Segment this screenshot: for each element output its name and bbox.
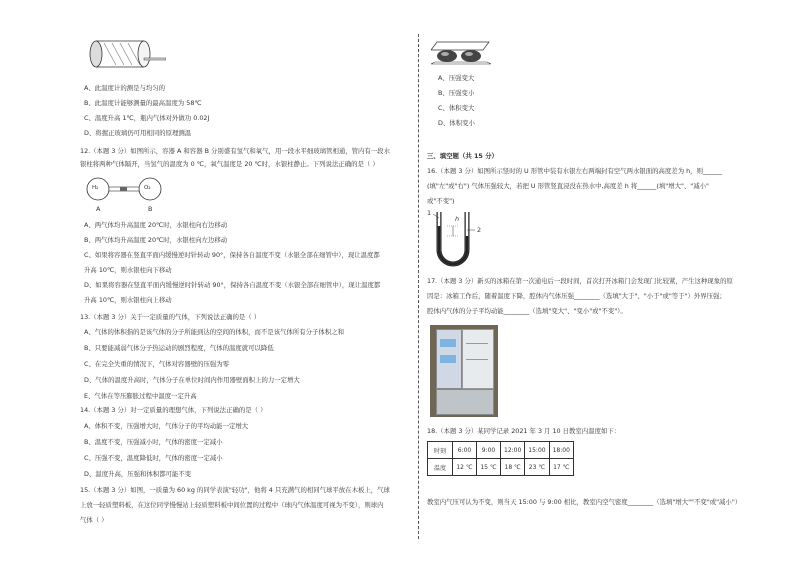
- section-fill-in-heading: 三、填空题（共 15 分）: [427, 152, 498, 160]
- q12-option-a: A、两气体均升高温度 20℃时，水银柱向右边移动: [84, 221, 228, 229]
- table-cell: 时刻: [428, 442, 453, 459]
- thermometer-bottle-figure: [86, 38, 166, 72]
- u-tube-label-1: 1: [427, 209, 432, 217]
- table-cell: 15 ℃: [477, 459, 501, 476]
- q12-option-c: C、如果将容器在竖直平面内缓慢逆时针转动 90°，保持各自温度不变（水银全部在细管中），现让温度都: [84, 251, 380, 259]
- q12-option-c-cont: 升高 10℃，则水银柱向下移动: [84, 266, 172, 274]
- temperature-table: [427, 441, 574, 476]
- q13-option-a: A、气体的体积指的是该气体的分子所能到达的空间的体积，而不是该气体所有分子体积之和: [84, 328, 344, 336]
- container-b-label: B: [148, 205, 153, 213]
- refrigerator-photo: [430, 325, 498, 417]
- q14-option-b: B、温度不变，压强减小时，气体的密度一定减小: [84, 438, 223, 446]
- table-row: [428, 459, 574, 476]
- q18-after-text: 教室内气压可认为不变，则当天 15:00 与 9:00 相比，教室内空气密度________（选填"增大""不变"或"减小"）: [427, 498, 742, 506]
- table-cell: 23 ℃: [525, 459, 549, 476]
- q12-option-b: B、两气体均升高温度 20℃时，水银柱向左边移动: [84, 236, 228, 244]
- q11-option-d: D、将握正玻璃仍可用相同的原理测温: [84, 129, 192, 137]
- q12-stem-line1: 12.（本题 3 分）如图所示，容器 A 和容器 B 分别盛有氢气和氧气，用一段水平细玻璃管相通，管内有一段水: [80, 147, 390, 155]
- q15-option-b: B、压强变小: [438, 89, 475, 97]
- o2-label: O₂: [144, 185, 151, 191]
- q14-stem: 14.（本题 3 分）对一定质量的理想气体，下列说法正确的是（ ）: [80, 406, 267, 414]
- table-cell: 18:00: [549, 442, 573, 459]
- table-row: [428, 442, 574, 459]
- q17-stem-line3: 腔体内气体的分子平均动能________（选填"变大"、"变小"或"不变"）。: [427, 307, 627, 315]
- q15-option-c: C、体积变大: [438, 104, 475, 112]
- q14-option-c: C、压强不变，温度降低时，气体的密度一定减小: [84, 454, 223, 462]
- q15-stem-line3: 气体（ ）: [80, 516, 108, 524]
- table-cell: 温度: [428, 459, 453, 476]
- h2-label: H₂: [92, 185, 99, 191]
- q13-option-c: C、在完全失重的情况下，气体对容器壁的压强为零: [84, 360, 230, 368]
- q11-option-a: A、此温度计的测是与均匀的: [84, 84, 166, 92]
- table-cell: 18 ℃: [501, 459, 525, 476]
- balloons-on-board-figure: [431, 40, 491, 66]
- table-cell: 17 ℃: [549, 459, 573, 476]
- container-a-label: A: [96, 205, 101, 213]
- q11-option-b: B、此温度计能够测量的最高温度为 58℃: [84, 99, 202, 107]
- q13-option-d: D、气体的温度升高时，气体分子在单位时间内作用器壁面积上的力一定增大: [84, 376, 300, 384]
- table-cell: 12 ℃: [453, 459, 477, 476]
- q14-option-a: A、体积不变，压强增大时，气体分子的平均动能一定增大: [84, 422, 249, 430]
- q18-stem: 18.（本题 3 分）某同学记录 2021 年 3 月 10 日教室内温度如下：: [427, 427, 621, 435]
- q11-option-c: C、温度升高 1℃，瓶内气体对外做功 0.02J: [84, 114, 210, 122]
- u-tube-label-h: h: [455, 215, 460, 223]
- table-cell: 12:00: [501, 442, 525, 459]
- q12-stem-line2: 银柱将两种气体隔开，当氢气的温度为 0 ℃，氧气温度是 20 ℃时，水银柱静止。下列说法正确的是（ ）: [80, 160, 379, 168]
- column-divider: [418, 34, 419, 539]
- q13-option-e: E、气体在等压膨胀过程中温度一定升高: [84, 392, 197, 400]
- q13-option-b: B、只要能减弱气体分子热运动的剧烈程度，气体的温度就可以降低: [84, 344, 274, 352]
- q15-stem-line2: 上放一轻质塑料板，在这位同学慢慢站上轻质塑料板中间位置的过程中（球内气体温度可视为不变），则球内: [80, 501, 384, 509]
- u-tube-figure: [431, 210, 491, 272]
- q17-stem-line2: 因是：冰箱工作后，随着温度下降，腔体内气体压强________（选填"大于"、"小于"或"等于"）外界压强；: [427, 292, 726, 300]
- q16-stem-line3: 或"不变"): [427, 197, 455, 205]
- q15-option-a: A、压强变大: [438, 74, 475, 82]
- q12-option-d-cont: 升高 10℃，则水银柱向上移动: [84, 296, 172, 304]
- q15-stem-line1: 15.（本题 3 分）如图，一质量为 60 kg 的同学表演"轻功"，他将 4 只充满气的相同气球平放在木板上，气球: [80, 486, 390, 494]
- q16-stem-line2: (填"左"或"右") 气体压强较大，若把 U 形管竖直浸没在热水中,高度差 h 将______(填"增大"、"减小": [427, 182, 709, 190]
- table-cell: 6:00: [453, 442, 477, 459]
- q16-stem-line1: 16.（本题 3 分）如图所示竖时的 U 形管中装有水银左右两端封有空气两水银面的高度差为 h，则______: [427, 167, 723, 175]
- q15-option-d: D、体积变小: [438, 119, 475, 127]
- table-cell: 9:00: [477, 442, 501, 459]
- u-tube-label-2: 2: [477, 226, 482, 234]
- table-cell: 15:00: [525, 442, 549, 459]
- q17-stem-line1: 17.（本题 3 分）新买的冰箱在第一次通电后一段时间，首次打开冰箱门会发现门比较紧，产生这种现象的原: [427, 277, 733, 285]
- q14-option-d: D、温度升高，压强和体积都可能不变: [84, 470, 192, 478]
- q13-stem: 13.（本题 3 分）关于一定质量的气体，下列说法正确的是（ ）: [80, 313, 261, 321]
- q12-option-d: D、如果将容器在竖直平面内缓慢逆时针转动 90°，保持各自温度不变（水银全部在细管中），现让温度都: [84, 281, 381, 289]
